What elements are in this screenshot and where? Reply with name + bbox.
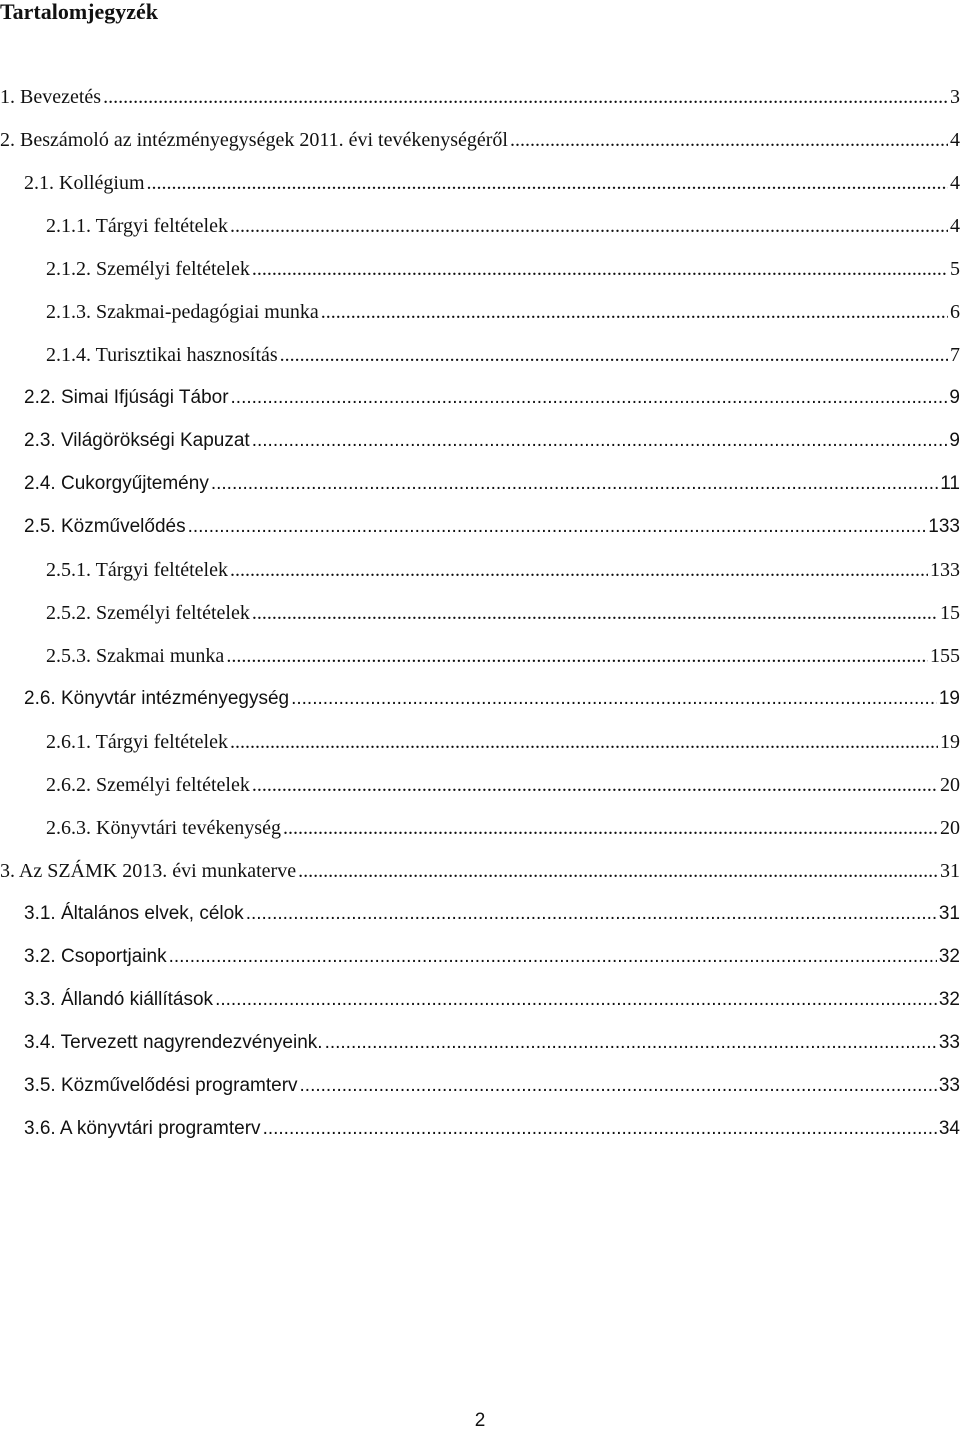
toc-entry-page: 7 (950, 344, 960, 366)
toc-entry-page: 34 (938, 1118, 960, 1139)
toc-dot-leader (263, 1115, 937, 1143)
toc-entry-page: 19 (938, 688, 960, 709)
toc-entry[interactable] (0, 1029, 960, 1072)
toc-entry[interactable] (0, 943, 960, 986)
toc-dot-leader (246, 900, 937, 928)
toc-dot-leader (230, 728, 938, 756)
toc-title: Tartalomjegyzék (0, 0, 159, 24)
toc-entry-page: 4 (950, 129, 960, 151)
toc-entry-page: 9 (949, 387, 960, 408)
toc-entry-page: 6 (950, 301, 960, 323)
toc-dot-leader (280, 341, 948, 369)
toc-dot-leader (169, 943, 937, 971)
page-number: 2 (474, 1410, 486, 1431)
toc-entry-page: 20 (940, 774, 960, 796)
toc-dot-leader (230, 556, 928, 584)
toc-entry-page: 33 (938, 1032, 960, 1053)
toc-entry-page: 3 (950, 86, 960, 108)
toc-entry-text: 3.3. Állandó kiállítások (24, 989, 214, 1010)
toc-entry[interactable] (0, 814, 960, 857)
toc-entry[interactable] (0, 169, 960, 212)
toc-entry-page: 32 (938, 946, 960, 967)
toc-entry[interactable] (0, 1072, 960, 1115)
toc-entry[interactable] (0, 599, 960, 642)
toc-entry-text: 2.1.4. Turisztikai hasznosítás (46, 344, 278, 366)
toc-entry[interactable] (0, 513, 960, 556)
toc-dot-leader (252, 255, 948, 283)
toc-entry-page: 133 (928, 516, 960, 537)
toc-entry-page: 15 (940, 602, 960, 624)
toc-entry-page: 33 (938, 1075, 960, 1096)
toc-entry-text: 2.1. Kollégium (24, 172, 145, 194)
toc-entry[interactable] (0, 986, 960, 1029)
toc-entry-text: 2.1.1. Tárgyi feltételek (46, 215, 228, 237)
toc-entry-text: 2.3. Világörökségi Kapuzat (24, 430, 250, 451)
toc-entry-page: 32 (938, 989, 960, 1010)
toc-entry[interactable] (0, 1115, 960, 1158)
toc-dot-leader (188, 513, 927, 541)
toc-entry[interactable] (0, 556, 960, 599)
toc-entry[interactable] (0, 83, 960, 126)
toc-dot-leader (147, 169, 948, 197)
toc-entry-text: 3.5. Közművelődési programterv (24, 1075, 298, 1096)
toc-entry[interactable] (0, 642, 960, 685)
toc-entry[interactable] (0, 126, 960, 169)
toc-entry[interactable] (0, 685, 960, 728)
toc-entry-text: 2.6.1. Tárgyi feltételek (46, 731, 228, 753)
toc-dot-leader (252, 771, 938, 799)
toc-entry-text: 2.4. Cukorgyűjtemény (24, 473, 209, 494)
toc-dot-leader (215, 986, 937, 1014)
toc-entry[interactable] (0, 427, 960, 470)
toc-entry[interactable] (0, 341, 960, 384)
toc-entry-text: 2.6.3. Könyvtári tevékenység (46, 817, 281, 839)
toc-entry[interactable] (0, 857, 960, 900)
toc-entry[interactable] (0, 771, 960, 814)
toc-entry-page: 4 (950, 172, 960, 194)
toc-entry-text: 2.5.2. Személyi feltételek (46, 602, 250, 624)
toc-entry-page: 155 (930, 645, 960, 667)
toc-entry-text: 2. Beszámoló az intézményegységek 2011. évi tevékenységéről (0, 129, 508, 151)
toc-entry-page: 31 (938, 903, 960, 924)
toc-entry-page: 4 (950, 215, 960, 237)
toc-entry[interactable] (0, 255, 960, 298)
toc-dot-leader (230, 212, 948, 240)
toc-dot-leader (226, 642, 928, 670)
toc-entry-text: 2.1.3. Szakmai-pedagógiai munka (46, 301, 319, 323)
toc-dot-leader (291, 685, 937, 713)
toc-entry-page: 31 (940, 860, 960, 882)
toc-entry-page: 5 (950, 258, 960, 280)
toc-dot-leader (321, 298, 948, 326)
toc-dot-leader (231, 384, 948, 412)
toc-entry-text: 2.5.3. Szakmai munka (46, 645, 225, 667)
toc-entry-text: 3.6. A könyvtári programterv (24, 1118, 261, 1139)
toc-dot-leader (252, 427, 948, 455)
toc-entry-text: 2.5. Közművelődés (24, 516, 186, 537)
toc-dot-leader (211, 470, 938, 498)
toc-entry-text: 3.2. Csoportjaink (24, 946, 167, 967)
toc-entry[interactable] (0, 900, 960, 943)
toc-entry[interactable] (0, 470, 960, 513)
toc-dot-leader (298, 857, 938, 885)
toc-dot-leader (283, 814, 938, 842)
toc-entry[interactable] (0, 298, 960, 341)
toc-entry-text: 1. Bevezetés (0, 86, 102, 108)
toc-entry-text: 2.5.1. Tárgyi feltételek (46, 559, 228, 581)
toc-dot-leader (103, 83, 948, 111)
toc-entry-text: 3.1. Általános elvek, célok (24, 903, 244, 924)
toc-entry-text: 2.2. Simai Ifjúsági Tábor (24, 387, 229, 408)
toc-entry-text: 2.6.2. Személyi feltételek (46, 774, 250, 796)
toc-entry-text: 3.4. Tervezett nagyrendezvényeink. (24, 1032, 323, 1053)
toc-entry[interactable] (0, 384, 960, 427)
toc-entry-page: 19 (940, 731, 960, 753)
toc-entry-text: 2.1.2. Személyi feltételek (46, 258, 250, 280)
toc-entry-text: 2.6. Könyvtár intézményegység (24, 688, 290, 709)
toc-dot-leader (510, 126, 948, 154)
toc-dot-leader (325, 1029, 937, 1057)
toc-entry[interactable] (0, 728, 960, 771)
toc-entry[interactable] (0, 212, 960, 255)
toc-entry-page: 133 (930, 559, 960, 581)
toc-entry-text: 3. Az SZÁMK 2013. évi munkaterve (0, 860, 297, 882)
table-of-contents (0, 83, 960, 1158)
toc-entry-page: 9 (949, 430, 960, 451)
toc-dot-leader (300, 1072, 937, 1100)
toc-dot-leader (252, 599, 938, 627)
toc-entry-page: 20 (940, 817, 960, 839)
toc-entry-page: 11 (940, 473, 960, 494)
